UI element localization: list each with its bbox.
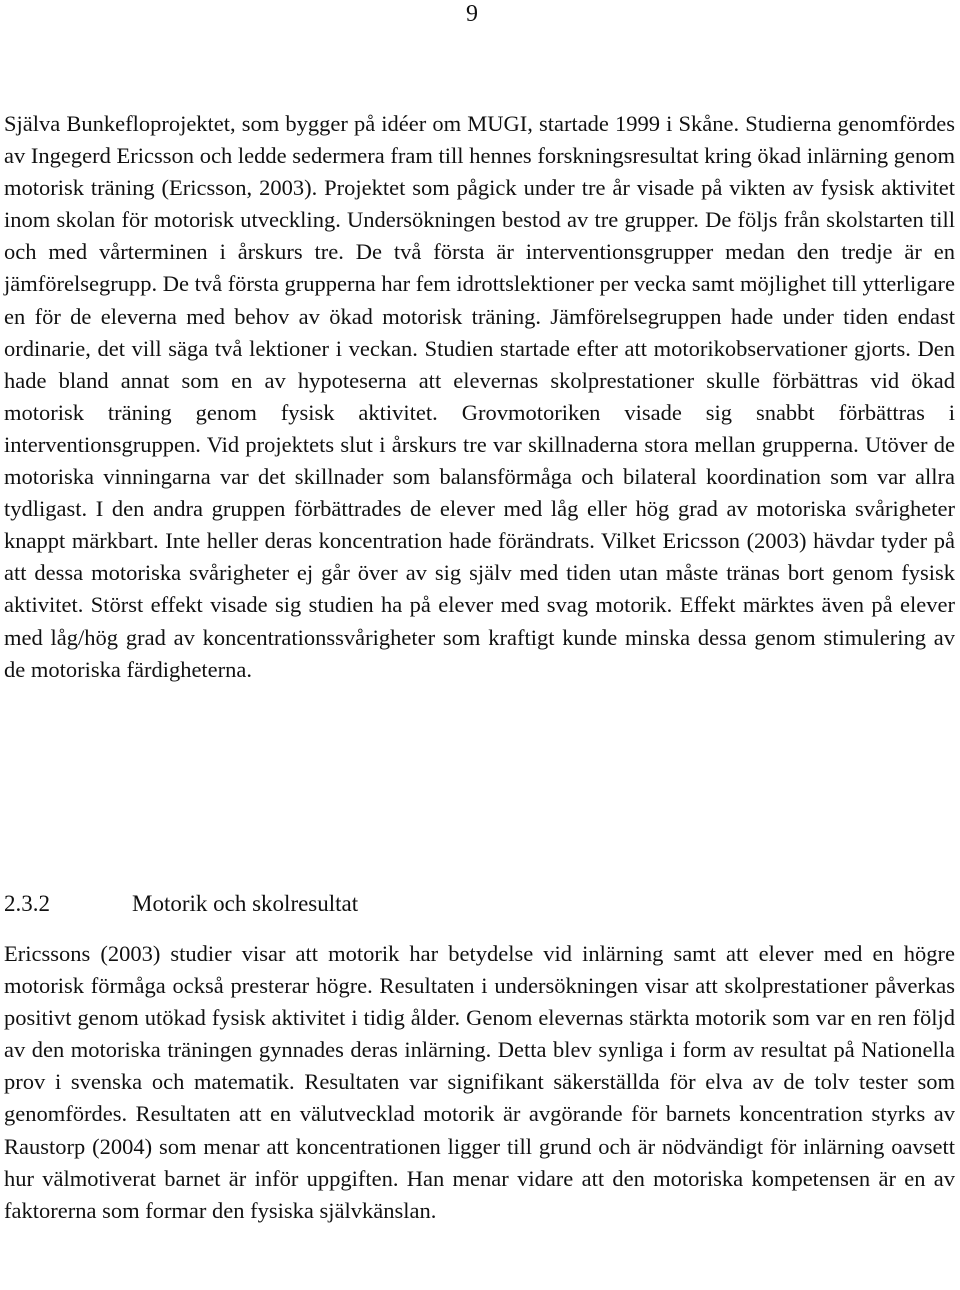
section-number: 2.3.2 [4, 891, 50, 916]
section-heading [4, 888, 358, 920]
body-paragraph-bunkeflo: Själva Bunkefloprojektet, som bygger på idéer om MUGI, startade 1999 i Skåne. Studierna genomfördes av Ingegerd Ericsson och ledde sedermera fram till hennes forskningsresultat kring ökad inlärning genom motorisk träning (Ericsson, 2003). Projektet som pågick under tre år visade på vikten av fysisk aktivitet inom skolan för motorisk utveckling. Undersökningen bestod av tre grupper. De följs från skolstarten till och med vårterminen i årskurs tre. De två första är interventionsgrupper medan den tredje är en jämförelsegrupp. De två första grupperna har fem idrottslektioner per vecka samt möjlighet till ytterligare en för de eleverna med behov av ökad motorisk träning. Jämförelsegruppen hade under tiden endast ordinarie, det vill säga två lektioner i veckan. Studien startade efter att motorikobservationer gjorts. Den hade bland annat som en av hypoteserna att elevernas skolprestationer skulle förbättras vid ökad motorisk träning genom fysisk aktivitet. Grovmotoriken visade sig snabbt förbättras i interventionsgruppen. Vid projektets slut i årskurs tre var skillnaderna stora mellan grupperna. Utöver de motoriska vinningarna var det skillnader som balansförmåga och bilateral koordination som var allra tydligast. I den andra gruppen förbättrades de elever med låg eller hög grad av motoriska svårigheter knappt märkbart. Inte heller deras koncentration hade förändrats. Vilket Ericsson (2003) hävdar tyder på att dessa motoriska svårigheter ej går över av sig själv med tiden utan måste tränas bort genom fysisk aktivitet. Störst effekt visade sig studien ha på elever med svag motorik. Effekt märktes även på elever med låg/hög grad av koncentrationssvårigheter som kraftigt kunde minska dessa genom stimulering av de motoriska färdigheterna. [4, 111, 955, 682]
body-paragraph-motorik: Ericssons (2003) studier visar att motorik har betydelse vid inlärning samt att elever med en högre motorisk förmåga också presterar högre. Resultaten i undersökningen visar att skolprestationer påverkas positivt genom utökad fysisk aktivitet i tidig ålder. Genom elevernas stärkta motorik som var en ren följd av den motoriska träningen gynnades deras inlärning. Detta blev synliga i form av resultat på Nationella prov i svenska och matematik. Resultaten var signifikant säkerställda för elva av de tolv tester som genomfördes. Resultaten att en välutvecklad motorik är avgörande för barnets koncentration styrks av Raustorp (2004) som menar att koncentrationen ligger till grund och är nödvändigt för inlärning oavsett hur välmotiverat barnet är inför uppgiften. Han menar vidare att den motoriska kompetensen är en av faktorerna som formar den fysiska självkänslan. [4, 941, 955, 1223]
section-title: Motorik och skolresultat [132, 891, 359, 916]
page-number: 9 [466, 1, 478, 27]
